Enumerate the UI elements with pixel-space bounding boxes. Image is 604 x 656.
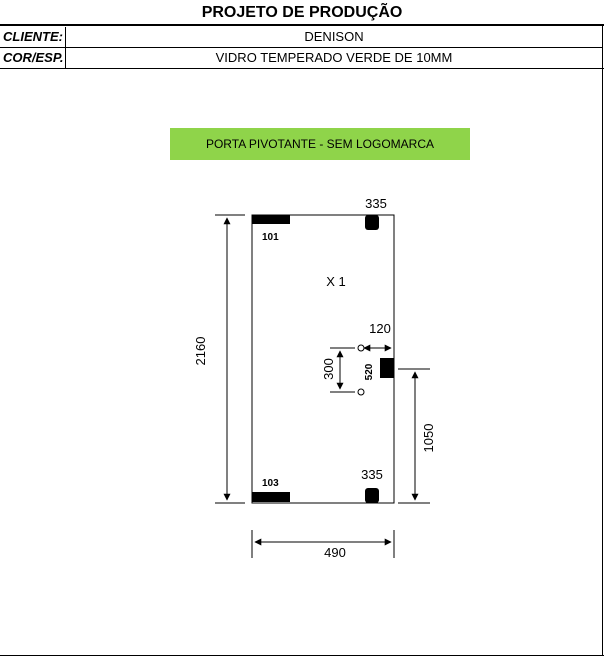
upper-hole xyxy=(358,345,364,351)
hole-spacing-dimension: 300 xyxy=(321,358,336,380)
quantity-label: X 1 xyxy=(326,274,346,289)
bottom-left-part-label: 103 xyxy=(262,478,279,489)
lock-fitting xyxy=(380,358,394,378)
client-label: CLIENTE: xyxy=(3,29,63,44)
bottom-right-part-label: 335 xyxy=(361,467,383,482)
top-right-fitting xyxy=(365,215,379,230)
top-left-part-label: 101 xyxy=(262,232,279,243)
top-right-part-label: 335 xyxy=(365,196,387,211)
width-dimension: 490 xyxy=(324,545,346,560)
bottom-left-fitting xyxy=(252,492,290,502)
page-title: PROJETO DE PRODUÇÃO xyxy=(201,4,403,21)
bottom-right-fitting xyxy=(365,488,379,503)
lock-height-dimension: 1050 xyxy=(421,423,436,453)
height-dimension: 2160 xyxy=(193,336,208,366)
top-left-fitting xyxy=(252,215,290,224)
spec-label: COR/ESP. xyxy=(3,50,64,65)
model-banner: PORTA PIVOTANTE - SEM LOGOMARCA xyxy=(170,128,470,160)
lock-part-label: 520 xyxy=(364,363,375,381)
client-value: DENISON xyxy=(304,29,364,44)
spec-value: VIDRO TEMPERADO VERDE DE 10MM xyxy=(215,50,453,65)
lock-offset-dimension: 120 xyxy=(369,321,391,336)
lower-hole xyxy=(358,389,364,395)
